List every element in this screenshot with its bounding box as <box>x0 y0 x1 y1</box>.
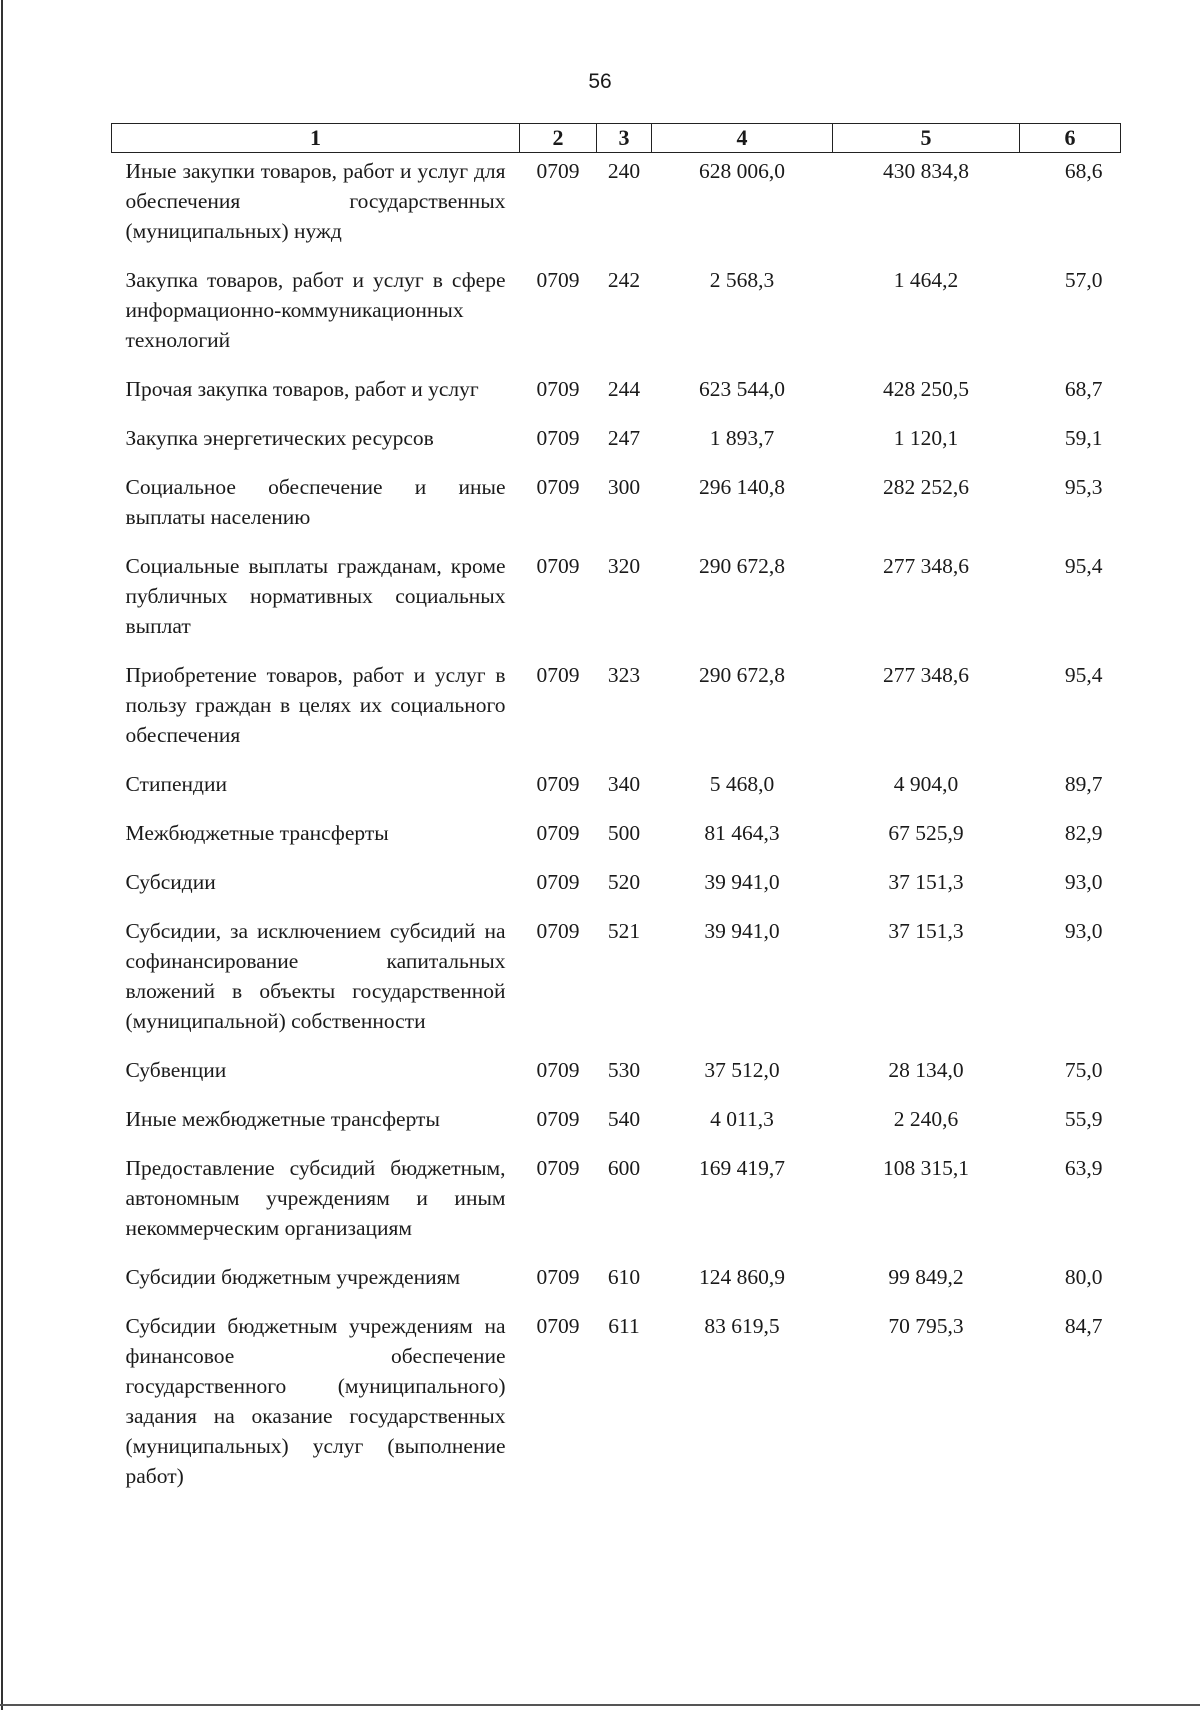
row-section-code: 0709 <box>536 377 580 401</box>
row-name: Иные межбюджетные трансферты <box>125 1107 440 1131</box>
row-percent: 95,4 <box>1064 663 1103 687</box>
row-percent: 59,1 <box>1064 426 1103 450</box>
row-section-code: 0709 <box>536 919 580 943</box>
column-header-5: 5 <box>833 124 1020 153</box>
row-plan-value: 169 419,7 <box>699 1156 785 1180</box>
table-row <box>112 371 1121 420</box>
row-percent: 80,0 <box>1064 1265 1103 1289</box>
row-percent: 75,0 <box>1064 1058 1103 1082</box>
row-plan-value: 4 011,3 <box>710 1107 774 1131</box>
row-expense-type: 244 <box>607 377 641 401</box>
row-expense-type: 610 <box>607 1265 641 1289</box>
table-row <box>112 1259 1121 1308</box>
row-percent: 93,0 <box>1064 919 1103 943</box>
row-percent: 95,4 <box>1064 554 1103 578</box>
row-name: Субсидии <box>125 870 216 894</box>
row-actual-value: 70 795,3 <box>888 1314 964 1338</box>
row-actual-value: 428 250,5 <box>883 377 969 401</box>
row-name: Субсидии, за исключением субсидий на софинансирование капитальных вложений в объекты государственной (муниципальной) собственности <box>125 919 506 1033</box>
row-expense-type: 240 <box>607 159 641 183</box>
row-section-code: 0709 <box>536 1107 580 1131</box>
budget-table <box>111 123 1121 1507</box>
row-section-code: 0709 <box>536 821 580 845</box>
row-plan-value: 2 568,3 <box>709 268 775 292</box>
row-section-code: 0709 <box>536 1314 580 1338</box>
row-actual-value: 277 348,6 <box>883 663 969 687</box>
scan-edge <box>0 1704 1200 1706</box>
row-plan-value: 1 893,7 <box>709 426 775 450</box>
row-section-code: 0709 <box>536 426 580 450</box>
row-percent: 93,0 <box>1064 870 1103 894</box>
row-name: Закупка энергетических ресурсов <box>125 426 434 450</box>
row-name: Стипендии <box>125 772 227 796</box>
row-actual-value: 108 315,1 <box>883 1156 969 1180</box>
table-row <box>112 153 1121 263</box>
column-header-4: 4 <box>652 124 833 153</box>
table-header <box>112 124 1121 153</box>
table-row <box>112 548 1121 657</box>
table-row <box>112 657 1121 766</box>
table-body <box>112 153 1121 1508</box>
row-name: Субсидии бюджетным учреждениям <box>125 1265 461 1289</box>
row-actual-value: 1 120,1 <box>893 426 959 450</box>
table-row <box>112 1308 1121 1507</box>
row-expense-type: 247 <box>607 426 641 450</box>
page-number: 56 <box>588 70 612 93</box>
row-name: Прочая закупка товаров, работ и услуг <box>125 377 479 401</box>
row-name: Иные закупки товаров, работ и услуг для обеспечения государственных (муниципальных) нужд <box>125 159 506 243</box>
row-percent: 84,7 <box>1064 1314 1103 1338</box>
scan-edge <box>1 0 3 1710</box>
row-percent: 57,0 <box>1064 268 1103 292</box>
row-section-code: 0709 <box>536 663 580 687</box>
row-section-code: 0709 <box>536 870 580 894</box>
row-plan-value: 39 941,0 <box>704 919 780 943</box>
table-row <box>112 1052 1121 1101</box>
row-actual-value: 28 134,0 <box>888 1058 964 1082</box>
row-section-code: 0709 <box>536 1156 580 1180</box>
row-plan-value: 39 941,0 <box>704 870 780 894</box>
row-percent: 68,7 <box>1064 377 1103 401</box>
row-expense-type: 300 <box>607 475 641 499</box>
row-expense-type: 540 <box>607 1107 641 1131</box>
row-expense-type: 521 <box>607 919 641 943</box>
table-row <box>112 262 1121 371</box>
table-row <box>112 1150 1121 1259</box>
row-expense-type: 530 <box>607 1058 641 1082</box>
row-plan-value: 83 619,5 <box>704 1314 780 1338</box>
row-actual-value: 2 240,6 <box>893 1107 959 1131</box>
row-section-code: 0709 <box>536 159 580 183</box>
row-plan-value: 628 006,0 <box>699 159 785 183</box>
row-plan-value: 124 860,9 <box>699 1265 785 1289</box>
column-header-1: 1 <box>112 124 520 153</box>
row-actual-value: 37 151,3 <box>888 919 964 943</box>
row-section-code: 0709 <box>536 1265 580 1289</box>
row-name: Предоставление субсидий бюджетным, автономным учреждениям и иным некоммерческим организациям <box>125 1156 506 1240</box>
row-expense-type: 520 <box>607 870 641 894</box>
row-actual-value: 1 464,2 <box>893 268 959 292</box>
row-percent: 95,3 <box>1064 475 1103 499</box>
row-plan-value: 290 672,8 <box>699 663 785 687</box>
column-header-6: 6 <box>1020 124 1121 153</box>
row-expense-type: 500 <box>607 821 641 845</box>
row-section-code: 0709 <box>536 554 580 578</box>
row-plan-value: 296 140,8 <box>699 475 785 499</box>
table-row <box>112 864 1121 913</box>
table-row <box>112 913 1121 1052</box>
row-expense-type: 242 <box>607 268 641 292</box>
column-header-3: 3 <box>597 124 652 153</box>
row-percent: 68,6 <box>1064 159 1103 183</box>
row-percent: 82,9 <box>1064 821 1103 845</box>
row-expense-type: 600 <box>607 1156 641 1180</box>
row-actual-value: 282 252,6 <box>883 475 969 499</box>
table-row <box>112 420 1121 469</box>
row-plan-value: 290 672,8 <box>699 554 785 578</box>
row-name: Закупка товаров, работ и услуг в сфере информационно-коммуникационных технологий <box>125 268 506 352</box>
row-section-code: 0709 <box>536 1058 580 1082</box>
row-actual-value: 4 904,0 <box>893 772 959 796</box>
row-section-code: 0709 <box>536 268 580 292</box>
row-name: Субвенции <box>125 1058 227 1082</box>
row-actual-value: 277 348,6 <box>883 554 969 578</box>
column-header-2: 2 <box>520 124 597 153</box>
row-actual-value: 430 834,8 <box>883 159 969 183</box>
row-percent: 55,9 <box>1064 1107 1103 1131</box>
row-expense-type: 340 <box>607 772 641 796</box>
row-expense-type: 611 <box>608 1314 640 1338</box>
row-name: Межбюджетные трансферты <box>125 821 389 845</box>
table-row <box>112 766 1121 815</box>
row-plan-value: 81 464,3 <box>704 821 780 845</box>
row-expense-type: 320 <box>607 554 641 578</box>
row-actual-value: 99 849,2 <box>888 1265 964 1289</box>
row-section-code: 0709 <box>536 772 580 796</box>
table-row <box>112 1101 1121 1150</box>
table-row <box>112 815 1121 864</box>
row-plan-value: 37 512,0 <box>704 1058 780 1082</box>
row-section-code: 0709 <box>536 475 580 499</box>
row-name: Социальные выплаты гражданам, кроме публичных нормативных социальных выплат <box>125 554 506 638</box>
row-actual-value: 37 151,3 <box>888 870 964 894</box>
row-plan-value: 5 468,0 <box>709 772 775 796</box>
row-percent: 89,7 <box>1064 772 1103 796</box>
row-plan-value: 623 544,0 <box>699 377 785 401</box>
row-name: Субсидии бюджетным учреждениям на финансовое обеспечение государственного (муниципального) задания на оказание государственных (муниципальных) услуг (выполнение работ) <box>125 1314 506 1488</box>
row-expense-type: 323 <box>607 663 641 687</box>
row-name: Приобретение товаров, работ и услуг в пользу граждан в целях их социального обеспечения <box>125 663 506 747</box>
row-actual-value: 67 525,9 <box>888 821 964 845</box>
table-row <box>112 469 1121 548</box>
row-percent: 63,9 <box>1064 1156 1103 1180</box>
row-name: Социальное обеспечение и иные выплаты населению <box>125 475 506 529</box>
